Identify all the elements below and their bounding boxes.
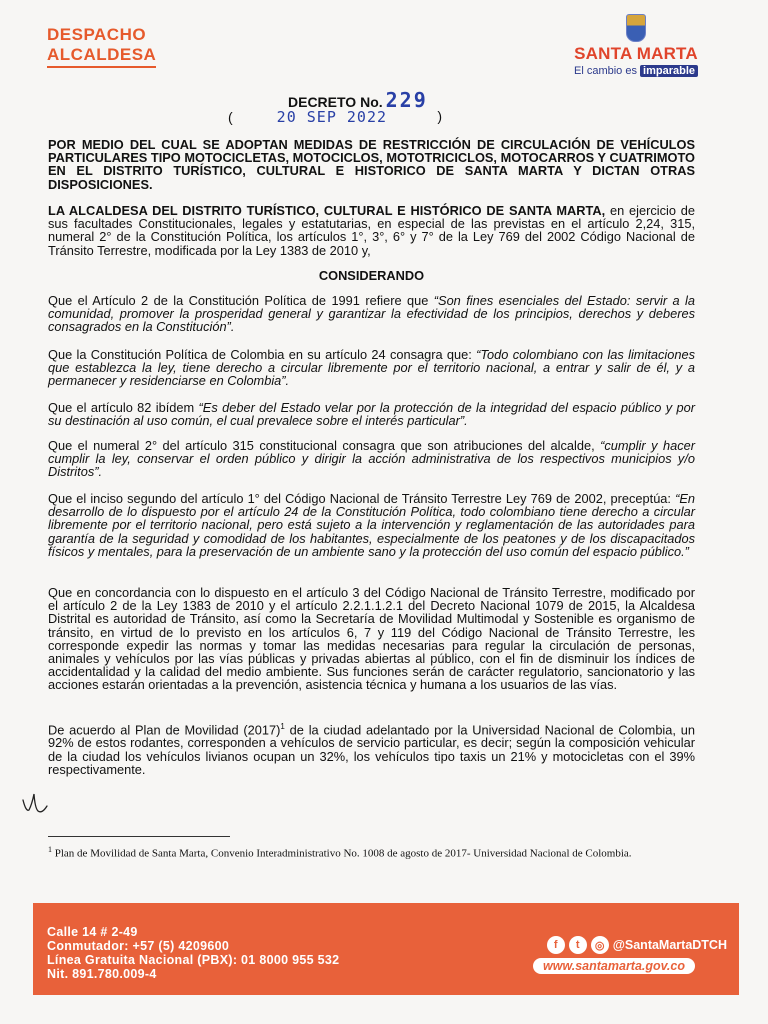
slogan-prefix: El cambio es (573, 65, 637, 77)
paragraph-1-quote: “Son fines esenciales del Estado: servir a la comunidad, promover la prosperidad general y garantizar la efectividad de los principios, derechos y deberes consagrados en la Constitución”. (48, 293, 695, 335)
footnote-divider (48, 836, 230, 837)
date-paren-open: ( (228, 109, 233, 125)
social-handle[interactable]: @SantaMartaDTCH (612, 938, 727, 952)
handwritten-initials-icon (20, 790, 50, 818)
city-name: SANTA MARTA (574, 44, 698, 63)
footer-switchboard: Conmutador: +57 (5) 4209600 (47, 939, 230, 953)
intro-text: en ejercicio de sus facultades Constitucionales, legales y estatutarias, en especial de las previstas en el artículo 2,24, 315, numeral 2° de la Constitución Política, los artículos 1°, 3°, 6° y 7° de la Ley 769 del 2002 Código Nacional de Tránsito Terrestre, modificada por la Ley 1383 de 2010 y, (48, 203, 695, 258)
paragraph-7 (48, 720, 695, 776)
paragraph-2-text: Que la Constitución Política de Colombia en su artículo 24 consagra que: (48, 347, 477, 362)
paragraph-7-text-start: De acuerdo al Plan de Movilidad (2017) (48, 722, 281, 738)
date-stamp: 20 SEP 2022 (276, 108, 388, 126)
paragraph-5 (48, 492, 695, 558)
footnote (48, 843, 696, 861)
footnote-ref: 1 (280, 722, 285, 731)
paragraph-2-quote: “Todo colombiano con las limitaciones que establezca la ley, tiene derecho a circular libremente por el territorio nacional, a entrar y salir de él, y a permanecer y residenciarse en Colombia”. (48, 347, 695, 389)
paragraph-2 (48, 348, 695, 388)
paragraph-6: Que en concordancia con lo dispuesto en el artículo 3 del Código Nacional de Tránsito Terrestre, modificado por el artículo 2 de la Ley 1383 de 2010 y el artículo 2.2.1.1.2.1 del Decreto Nacional 1079 de 2015, la Alcaldesa Distrital es autoridad de Tránsito, así como la Secretaría de Movilidad Multimodal y Sostenible es organismo de tránsito, en virtud de lo previsto en los artículos 6, 7 y 119 del Código Nacional de Tránsito Terrestre, les corresponde expedir las normas y tomar las medidas necesarias para regular la circulación de personas, animales y vehículos por las vías públicas y privadas abiertas al público, con el fin de disminuir los índices de accidentalidad y la calidad del medio ambiente. Sus funciones serán de carácter regulatorio, sancionatorio y las acciones estarán orientadas a la prevención, asistencia técnica y humana a los usuarios de las vías. (48, 585, 695, 693)
contact-info (47, 925, 339, 981)
paragraph-3 (48, 401, 695, 427)
paragraph-3-text: Que el artículo 82 ibídem (48, 400, 199, 415)
footer-banner (33, 903, 739, 995)
paragraph-3-quote: “Es deber del Estado velar por la protección de la integridad del espacio público y por su destinación al uso común, el cual prevalece sobre el interés particular”. (48, 400, 695, 429)
office-title-line2: ALCALDESA (47, 45, 156, 68)
paragraph-1-text: Que el Artículo 2 de la Constitución Política de 1991 refiere que (48, 293, 434, 308)
facebook-icon[interactable]: f (547, 936, 565, 954)
intro-paragraph (48, 204, 695, 257)
paragraph-4-quote: “cumplir y hacer cumplir la ley, conservar el orden público y dirigir la acción administrativa de los respectivos municipios y/o Distritos”. (48, 438, 696, 480)
paragraph-4 (48, 439, 695, 479)
decree-title-prefix: DECRETO No. (288, 94, 383, 110)
instagram-icon[interactable]: ◎ (591, 936, 609, 954)
intro-authority: LA ALCALDESA DEL DISTRITO TURÍSTICO, CULTURAL E HISTÓRICO DE SANTA MARTA, (48, 203, 606, 218)
decree-number: 229 (385, 88, 428, 112)
city-slogan (574, 65, 698, 77)
footer-free-line: Línea Gratuita Nacional (PBX): 01 8000 955 532 (47, 953, 340, 967)
footnote-mark: 1 (48, 845, 52, 854)
considerando-heading: CONSIDERANDO (318, 268, 425, 283)
social-links (547, 936, 727, 954)
paragraph-1 (48, 294, 695, 334)
city-logo (574, 14, 698, 77)
website-link[interactable]: www.santamarta.gov.co (533, 958, 695, 974)
slogan-highlight: imparable (640, 65, 698, 77)
footnote-text: Plan de Movilidad de Santa Marta, Convenio Interadministrativo No. 1008 de agosto de 2017- Universidad Nacional de Colombia. (52, 847, 632, 860)
paragraph-4-text: Que el numeral 2° del artículo 315 constitucional consagra que son atribuciones del alcalde, (48, 438, 601, 453)
office-title (47, 25, 156, 68)
office-title-line1: DESPACHO (47, 25, 147, 44)
twitter-icon[interactable]: t (569, 936, 587, 954)
footer-nit: Nit. 891.780.009-4 (47, 967, 157, 981)
decree-date (228, 108, 448, 126)
paragraph-7-text-end: de la ciudad adelantado por la Universidad Nacional de Colombia, un 92% de estos rodantes, corresponden a vehículos de servicio particular, es decir; según la composición vehicular de la ciudad los vehículos livianos ocupan un 32%, los vehículos tipo taxis un 21% y motocicletas con el 39% respectivamente. (48, 722, 696, 777)
footer-address: Calle 14 # 2-49 (47, 925, 138, 939)
date-paren-close: ) (437, 108, 442, 124)
city-crest-icon (626, 14, 646, 42)
decree-subject: POR MEDIO DEL CUAL SE ADOPTAN MEDIDAS DE RESTRICCIÓN DE CIRCULACIÓN DE VEHÍCULOS PARTICULARES TIPO MOTOCICLETAS, MOTOCICLOS, MOTOTRICICLOS, MOTOCARROS Y CUATRIMOTO EN EL DISTRITO TURÍSTICO, CULTURAL E HISTORICO DE SANTA MARTA Y DICTAN OTRAS DISPOSICIONES. (48, 137, 695, 192)
paragraph-5-quote: “En desarrollo de lo dispuesto por el artículo 24 de la Constitución Política, todo colombiano tiene derecho a circular libremente por el territorio nacional, pero está sujeto a la intervención y reglamentación de las autoridades para garantía de la seguridad y comodidad de los habitantes, especialmente de los peatones y de los discapacitados físicos y mentales, para la preservación de un ambiente sano y la protección del uso común del espacio público.” (48, 491, 695, 559)
paragraph-5-text: Que el inciso segundo del artículo 1° del Código Nacional de Tránsito Terrestre Ley 769 de 2002, preceptúa: (48, 491, 676, 506)
